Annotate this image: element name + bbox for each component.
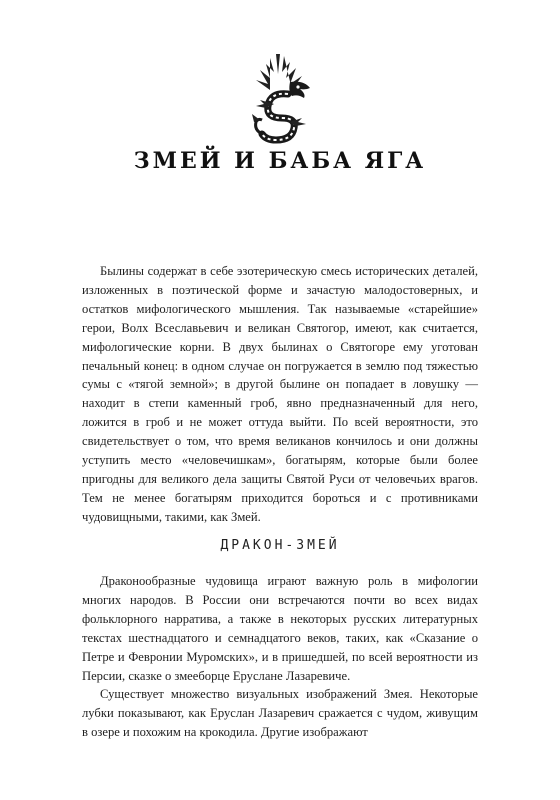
intro-text-block [82, 262, 478, 527]
section-paragraph-2: Существует множество визуальных изображений Змея. Некоторые лубки показывают, как Еруслан Лазаревич сражается с чудом, живущим в озере и похожим на крокодила. Другие изображают [82, 687, 478, 740]
dragon-emblem-icon [240, 52, 322, 150]
intro-paragraph: Былины содержат в себе эзотерическую смесь исторических деталей, изложенных в поэтической форме и зачастую малодостоверных, и остатков мифологического мышления. Так называемые «старейшие» герои, Волх Всеславьевич и великан Святогор, имеют, как считается, мифологические корни. В двух былинах о Святогоре ему уготован печальный конец: в одном случае он погружается в землю под тяжестью сумы с «тягой земной»; в другой былине он попадает в ловушку — находит в степи каменный гроб, явно предназначенный для него, ложится в гроб и не может оттуда выйти. По всей вероятности, это свидетельствует о том, что время великанов кончилось и они должны уступить место «человечишкам», богатырям, которые были более пригодны для великого дела защиты Святой Руси от человечьих врагов. Тем не менее богатырям приходится бороться и с противниками чудовищными, такими, как Змей. [82, 264, 478, 524]
chapter-title: ЗМЕЙ И БАБА ЯГА [133, 148, 427, 174]
section-heading: ДРАКОН-ЗМЕЙ [220, 538, 340, 553]
section-paragraph-1: Драконообразные чудовища играют важную роль в мифологии многих народов. В России они встречаются почти во всех видах фольклорного нарратива, а также в некоторых русских литературных текстах шестнадцатого и семнадцатого веков, таких, как «Сказание о Петре и Февронии Муромских», и в пришедшей, по всей вероятности из Персии, сказке о змееборце Еруслане Лазаревиче. [82, 574, 478, 683]
section-text-block [82, 572, 478, 742]
